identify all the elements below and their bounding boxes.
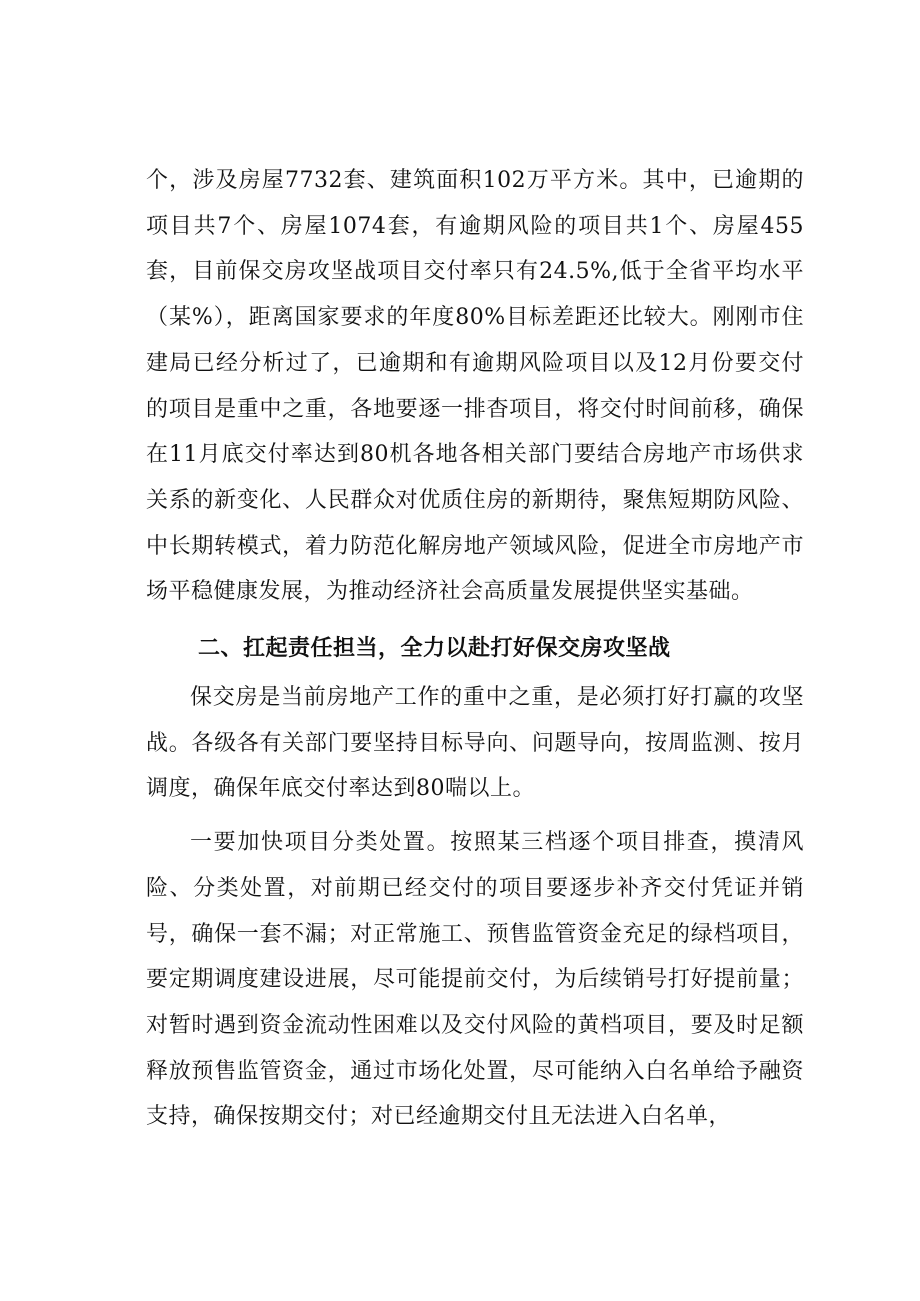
body-paragraph: 一要加快项目分类处置。按照某三档逐个项目排查，摸清风险、分类处置，对前期已经交付的项目要逐步补齐交付凭证并销号，确保一套不漏；对正常施工、预售监管资金充足的绿档项目，要定期调度建设进展，尽可能提前交付，为后续销号打好提前量；对暂时遇到资金流动性困难以及交付风险的黄档项目，要及时足额释放预售监管资金，通过市场化处置，尽可能纳入白名单给予融资支持，确保按期交付；对已经逾期交付且无法进入白名单， [146, 830, 804, 1130]
document-page [146, 158, 804, 1140]
body-paragraph-continued: 个，涉及房屋7732套、建筑面积102万平方米。其中，已逾期的项目共7个、房屋1074套，有逾期风险的项目共1个、房屋455套，目前保交房攻坚战项目交付率只有24.5%,低于全省平均水平（某%），距离国家要求的年度80%目标差距还比较大。刚刚市住建局已经分析过了，已逾期和有逾期风险项目以及12月份要交付的项目是重中之重，各地要逐一排杳项目，将交付时间前移，确保在11月底交付率达到80机各地各相关部门要结合房地产市场供求关系的新变化、人民群众对优质住房的新期待，聚焦短期防风险、中长期转模式，着力防范化解房地产领域风险，促进全市房地产市场平稳健康发展，为推动经济社会高质量发展提供坚实基础。 [146, 168, 804, 605]
body-paragraph: 保交房是当前房地产工作的重中之重，是必须打好打赢的攻坚战。各级各有关部门要坚持目标导向、问题导向，按周监测、按月调度，确保年底交付率达到80喘以上。 [146, 685, 804, 802]
paragraph-gap [146, 615, 804, 623]
section-heading: 二、扛起责任担当，全力以赴打好保交房攻坚战 [198, 636, 671, 662]
paragraph-gap [146, 812, 804, 820]
